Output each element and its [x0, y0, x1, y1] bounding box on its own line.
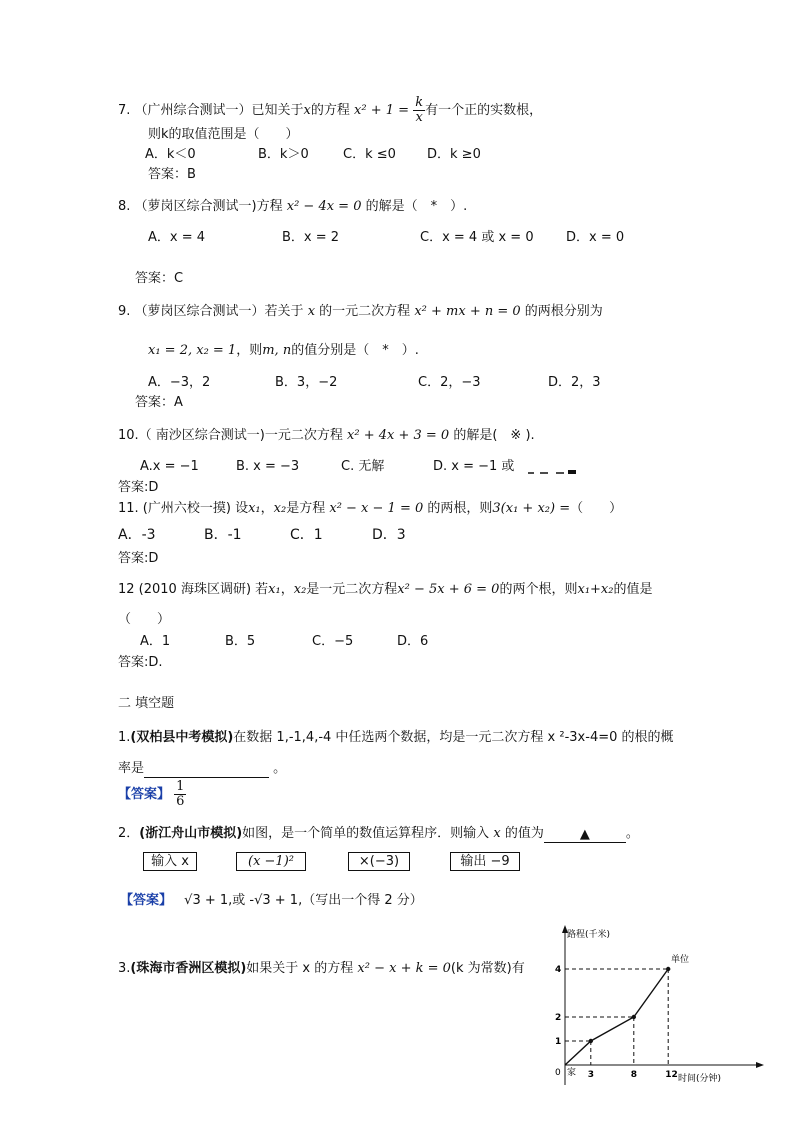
y-tick-label: 4 [555, 965, 562, 975]
q8-answer: 答案：C [135, 271, 184, 286]
q10-option-b: B. x = −3 [236, 459, 300, 474]
home-label: 家 [567, 1068, 577, 1078]
q10-stem [118, 427, 535, 445]
f3-equation: x² − x + k = 0 [357, 961, 451, 976]
f1-answer-num: 1 [176, 779, 185, 794]
flow-box-input: 输入 x [143, 852, 197, 871]
flow-box-multiply: ×(−3) [348, 852, 410, 871]
f3-stem-text: 如果关于 x 的方程 [246, 961, 354, 976]
f1-answer-blank [144, 763, 269, 778]
q12-stem-text-2: 是一元二次方程 [306, 582, 398, 597]
q9-stem-text-3: 的两根分别为 [524, 304, 603, 319]
q10-answer: 答案:D [118, 480, 159, 495]
var-x: x [307, 304, 316, 319]
q11-option-d: D．3 [372, 527, 406, 543]
q7-stem-text: 7. （广州综合测试一）已知关于 [118, 103, 304, 118]
x-axis-arrow [756, 1062, 764, 1068]
q11-answer: 答案:D [118, 551, 159, 566]
q7-stem-text-2: 的方程 [310, 103, 350, 118]
q11-sep: ， [260, 501, 274, 516]
f2-stem-text: 如图，是一个简单的数值运算程序．则输入 [242, 826, 490, 841]
q11-x1: x₁ [248, 501, 261, 516]
f3-source: (珠海市香洲区模拟) [130, 961, 247, 976]
y-axis-label: 路程(千米) [567, 930, 611, 940]
q7-answer: 答案：B [148, 167, 196, 182]
q9-option-c: C．2，−3 [418, 375, 481, 390]
q12-sep: ， [280, 582, 294, 597]
q12-x2: x₂ [293, 582, 307, 597]
triangle-icon: ▲ [579, 827, 590, 842]
f1-answer-fraction [174, 780, 186, 809]
f1-line2-end: 。 [273, 761, 287, 776]
q9-option-d: D．2，3 [548, 375, 601, 390]
q8-stem-text: 8. （萝岗区综合测试一)方程 [118, 199, 283, 214]
q12-line2: （ ） [118, 612, 171, 627]
q9-line2-text-2: 的值分别是（ * ）. [291, 343, 419, 358]
q11-option-c: C．1 [290, 527, 323, 543]
q10-option-d-cutoff [526, 464, 580, 476]
f1-line2 [118, 760, 286, 778]
q7-stem-text-3: 有一个正的实数根， [425, 103, 543, 118]
q10-stem-text: 10.（ 南沙区综合测试一)一元二次方程 [118, 428, 343, 443]
f2-answer-tag: 【答案】 [120, 893, 173, 908]
q9-equation: x² + mx + n = 0 [414, 304, 521, 319]
f2-stem-text-2: 的值为 [504, 826, 544, 841]
q9-line2 [148, 342, 419, 360]
q9-answer: 答案：A [135, 395, 183, 410]
q8-option-b: B．x = 2 [282, 230, 340, 245]
x-tick-label: 12 [665, 1070, 678, 1080]
f2-stem [118, 825, 639, 843]
q7-option-d: D．k ≥0 [427, 147, 481, 162]
data-point [632, 1015, 636, 1019]
q8-equation: x² − 4x = 0 [286, 199, 362, 214]
f2-stem-end: 。 [625, 826, 639, 841]
q7-stem [118, 96, 542, 125]
data-point [666, 967, 670, 971]
q12-option-b: B．5 [225, 634, 256, 649]
f2-source: (浙江舟山市模拟) [139, 826, 243, 841]
graph-marks [555, 965, 678, 1080]
q9-mn: m, n [262, 343, 292, 358]
q9-stem [118, 303, 603, 321]
q7-frac-num: k [415, 95, 424, 110]
f2-number: 2． [118, 826, 140, 841]
section-title: 二 填空题 [118, 696, 175, 711]
q8-stem [118, 198, 467, 216]
q8-option-c: C．x = 4 或 x = 0 [420, 230, 534, 245]
y-tick-label: 1 [555, 1037, 562, 1047]
q12-x1: x₁ [268, 582, 281, 597]
destination-label: 单位 [671, 955, 690, 965]
distance-time-graph [535, 920, 765, 1116]
q10-equation: x² + 4x + 3 = 0 [347, 428, 450, 443]
q12-stem-text: 12 (2010 海珠区调研) 若 [118, 582, 269, 597]
q11-option-a: A．-3 [118, 527, 156, 543]
q11-stem-text-2: 是方程 [286, 501, 326, 516]
f1-stem-text: 在数据 1,-1,4,-4 中任选两个数据，均是一元二次方程 x ²-3x-4=0 的根的概 [233, 730, 674, 745]
q11-stem-text: 11. (广州六校一摸) 设 [118, 501, 249, 516]
f2-answer-blank [544, 826, 626, 843]
q12-stem [118, 581, 652, 599]
flow-box-square: (x −1)² [236, 852, 306, 871]
q10-option-a: A.x = −1 [140, 459, 199, 474]
q10-option-c: C. 无解 [341, 459, 385, 474]
q12-sum: x₁+x₂ [577, 582, 614, 597]
data-point [589, 1039, 593, 1043]
q11-stem [118, 500, 622, 518]
q11-option-b: B．-1 [204, 527, 242, 543]
f1-answer-den: 6 [176, 794, 185, 809]
q12-option-c: C．−5 [312, 634, 354, 649]
q9-option-b: B．3，−2 [275, 375, 338, 390]
q9-stem-text-2: 的一元二次方程 [319, 304, 411, 319]
f2-answer [120, 892, 423, 910]
q11-stem-text-3: 的两根，则 [427, 501, 493, 516]
q12-equation: x² − 5x + 6 = 0 [397, 582, 500, 597]
f2-answer-text: √3 + 1,或 -√3 + 1,（写出一个得 2 分） [184, 893, 423, 908]
q11-expression: 3(x₁ + x₂) = [492, 501, 571, 516]
var-x: x [493, 826, 501, 841]
y-tick-label: 2 [555, 1013, 562, 1023]
q8-stem-text-2: 的解是（ * ）. [365, 199, 468, 214]
var-x: x [303, 103, 311, 118]
q12-answer: 答案:D. [118, 655, 163, 670]
q11-x2: x₂ [273, 501, 287, 516]
q9-line2-text: ，则 [236, 343, 263, 358]
q8-option-d: D．x = 0 [566, 230, 625, 245]
x-tick-label: 8 [630, 1070, 638, 1080]
f1-answer-tag: 【答案】 [118, 787, 171, 802]
x-axis-label: 时间(分钟) [678, 1074, 722, 1084]
f1-line2-text: 率是 [118, 761, 145, 776]
q7-option-b: B．k＞0 [258, 147, 309, 162]
q11-equation: x² − x − 1 = 0 [329, 501, 424, 516]
q9-option-a: A．−3，2 [148, 375, 211, 390]
q7-option-c: C．k ≤0 [343, 147, 396, 162]
q7-equation-left: x² + 1 = [354, 103, 410, 118]
f3-stem [118, 960, 525, 978]
q10-stem-text-2: 的解是( ※ ). [453, 428, 535, 443]
q12-option-a: A．1 [140, 634, 171, 649]
q7-frac-den: x [415, 110, 423, 125]
q11-stem-text-4: （ ） [570, 501, 623, 516]
f1-source: (双柏县中考模拟) [130, 730, 234, 745]
q9-stem-text: 9. （萝岗区综合测试一）若关于 [118, 304, 304, 319]
q9-roots: x₁ = 2, x₂ = 1 [148, 343, 237, 358]
f1-stem [118, 729, 674, 747]
q7-fraction [413, 96, 425, 125]
q10-option-d: D. x = −1 或 [433, 459, 515, 474]
f3-number: 3. [118, 961, 131, 976]
q7-line2: 则k的取值范围是（ ） [148, 127, 299, 142]
q12-option-d: D．6 [397, 634, 429, 649]
flow-box-output: 输出 −9 [450, 852, 520, 871]
f3-stem-text-2: (k 为常数)有 [450, 961, 525, 976]
origin-label: 0 [555, 1068, 561, 1078]
f1-number: 1. [118, 730, 131, 745]
q12-stem-text-4: 的值是 [613, 582, 653, 597]
q12-stem-text-3: 的两个根，则 [499, 582, 578, 597]
q8-option-a: A．x = 4 [148, 230, 206, 245]
f1-answer [118, 780, 186, 810]
x-tick-label: 3 [587, 1070, 595, 1080]
q7-option-a: A．k＜0 [145, 147, 196, 162]
